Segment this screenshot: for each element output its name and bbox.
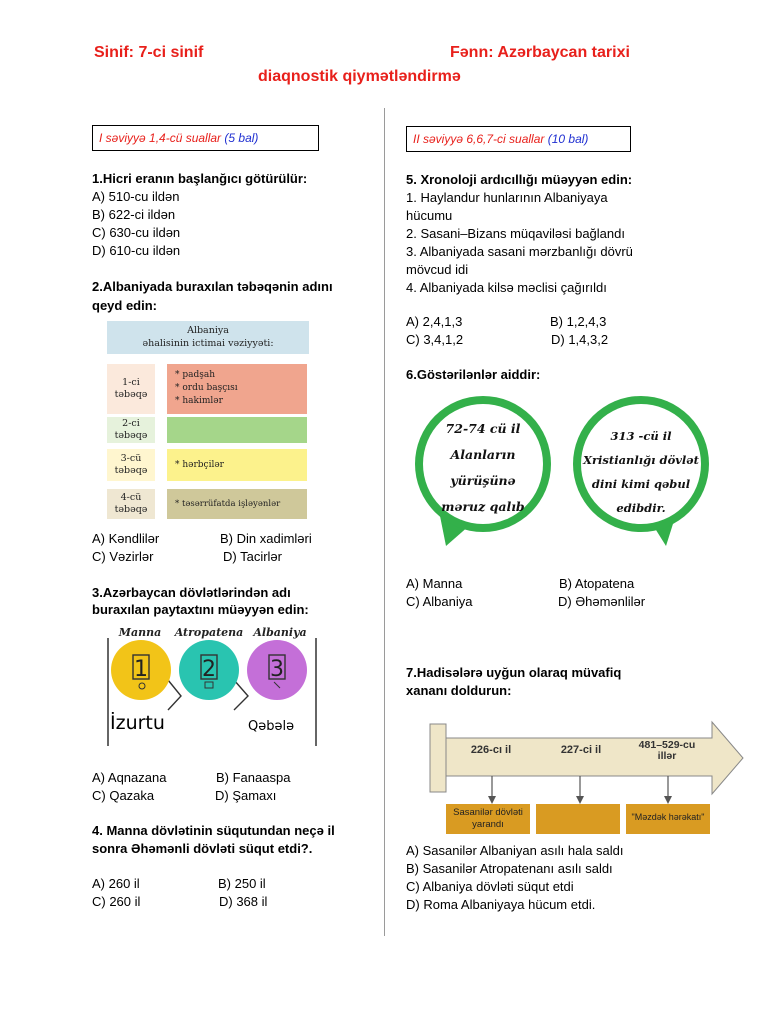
q4-option-b[interactable]: B) 250 il [218,876,266,891]
atropatena-label: Atropatena [174,626,244,639]
q6-option-a[interactable]: A) Manna [406,576,463,591]
q3-option-a[interactable]: A) Aqnazana [92,770,167,785]
q5-item: 2. Sasani–Bizans müqaviləsi bağlandı [406,226,625,241]
level2-points: (10 bal) [547,132,589,146]
q7-option-a[interactable]: A) Sasanilər Albaniyan asılı hala saldı [406,843,624,858]
layer-cell: 4-cü təbəqə [107,489,155,519]
table-header [107,321,309,354]
table-row [107,489,309,519]
manna-label: Manna [118,626,162,639]
q2-option-c[interactable]: C) Vəzirlər [92,549,154,564]
bubble-2-text: 313 -cü il Xristianlığı dövlət dini kimi qəbul edibdir. [583,429,699,515]
q3-text-line2: buraxılan paytaxtını müəyyən edin: [92,602,309,617]
q2-text-line2: qeyd edin: [92,298,158,313]
q5-text: 5. Xronoloji ardıcıllığı müəyyən edin: [406,172,633,187]
q3-states-infographic [106,624,324,750]
q2-option-d[interactable]: D) Tacirlər [223,549,282,564]
capital-3-label: Qəbələ [248,719,295,734]
layer-cell: 1-ci təbəqə [107,364,155,414]
question-7 [406,664,621,700]
q4-option-d[interactable]: D) 368 il [219,894,268,909]
timeline-date-3: 481–529-cu illər [638,739,696,762]
q5-option-c[interactable]: C) 3,4,1,2 [406,332,464,347]
q7-text-line1: 7.Hadisələrə uyğun olaraq müvafiq [406,665,622,680]
q4-options [92,875,267,911]
timeline-box-3-text: "Məzdək hərəkatı" [631,812,705,822]
timeline-date-2: 227-ci il [560,744,602,756]
q4-option-c[interactable]: C) 260 il [92,894,141,909]
question-1 [92,170,307,260]
q1-text: 1.Hicri eranın başlanğıcı götürülür: [92,171,308,186]
table-row [107,364,309,414]
table-row [107,417,309,443]
question-6 [406,366,540,384]
q3-option-c[interactable]: C) Qazaka [92,788,155,803]
column-divider [384,108,385,936]
question-3 [92,584,309,618]
q5-item: hücumu [406,208,453,223]
q2-options [92,530,312,566]
bubble-1 [408,396,558,546]
q1-option-c[interactable]: C) 630-cu ildən [92,225,181,240]
level1-box [92,125,319,151]
table-header-line2: əhalisinin ictimai vəziyyəti: [142,338,274,349]
level2-label: II səviyyə 6,6,7-ci suallar [413,132,545,146]
items-cell-blank[interactable] [167,417,307,443]
q3-options [92,769,290,805]
q5-option-b[interactable]: B) 1,2,4,3 [550,314,607,329]
q1-option-a[interactable]: A) 510-cu ildən [92,189,180,204]
q6-option-c[interactable]: C) Albaniya [406,594,473,609]
q3-option-d[interactable]: D) Şamaxı [215,788,277,803]
q6-option-d[interactable]: D) Əhəmənlilər [558,594,646,609]
q7-text-line2: xananı doldurun: [406,683,512,698]
q2-text-line1: 2.Albaniyada buraxılan təbəqənin adını [92,279,333,294]
q6-text: 6.Göstərilənlər aiddir: [406,367,541,382]
question-5 [406,171,633,297]
manna-number: 1 [134,657,148,682]
question-4 [92,822,335,858]
table-header-line1: Albaniya [187,325,229,336]
q1-option-d[interactable]: D) 610-cu ildən [92,243,181,258]
q2-society-table [107,321,309,521]
layer-cell: 2-ci təbəqə [107,417,155,443]
q3-text-line1: 3.Azərbaycan dövlətlərindən adı [92,585,291,600]
q3-option-b[interactable]: B) Fanaaspa [216,770,291,785]
capital-1-label: İzurtu [110,712,165,734]
items-cell: * hərbçilər [167,449,307,481]
q7-options [406,842,624,914]
q1-option-b[interactable]: B) 622-ci ildən [92,207,176,222]
q5-item: 4. Albaniyada kilsə məclisi çağırıldı [406,280,607,295]
q4-text-line1: 4. Manna dövlətinin süqutundan neçə il [92,823,335,838]
q6-option-b[interactable]: B) Atopatena [559,576,635,591]
q7-option-d[interactable]: D) Roma Albaniyaya hücum etdi. [406,897,596,912]
q7-option-b[interactable]: B) Sasanilər Atropatenanı asılı saldı [406,861,613,876]
question-2 [92,277,333,315]
timeline-box-1-text: Sasanilər dövləti yarandı [453,807,523,830]
albaniya-number: 3 [270,657,284,682]
q5-option-d[interactable]: D) 1,4,3,2 [551,332,609,347]
subject-label: Fənn: Azərbaycan tarixi [450,44,630,61]
layer-cell: 3-cü təbəqə [107,449,155,481]
q6-options [406,575,645,611]
level2-box [406,126,631,152]
table-row [107,449,309,481]
q4-option-a[interactable]: A) 260 il [92,876,140,891]
timeline-date-1: 226-cı il [470,744,512,756]
q5-item: 3. Albaniyada sasani mərzbanlığı dövrü [406,244,633,259]
page-title: diaqnostik qiymətləndirmə [258,68,461,85]
q7-option-c[interactable]: C) Albaniya dövləti süqut etdi [406,879,574,894]
q5-item: 1. Haylandur hunlarının Albaniyaya [406,190,608,205]
timeline-box-2-blank [536,804,620,834]
atropatena-number: 2 [202,657,216,682]
q4-text-line2: sonra Əhəmənli dövləti süqut etdi?. [92,841,313,856]
level1-points: (5 bal) [224,131,259,145]
q7-timeline [410,718,748,836]
class-label: Sinif: 7-ci sinif [94,44,204,61]
albaniya-label: Albaniya [253,626,307,639]
items-cell: * təsərrüfatda işləyənlər [167,489,307,519]
q2-option-a[interactable]: A) Kəndlilər [92,531,160,546]
level1-label: I səviyyə 1,4-cü suallar [99,131,222,145]
q5-option-a[interactable]: A) 2,4,1,3 [406,314,463,329]
bubble-2 [566,396,716,546]
bubble-1-text: 72-74 cü il Alanların yürüşünə məruz qalıb [441,421,525,514]
items-cell: * padşah * ordu başçısı * hakimlər [167,364,307,414]
q2-option-b[interactable]: B) Din xadimləri [220,531,312,546]
q5-options [406,313,608,349]
q5-item: mövcud idi [406,262,469,277]
